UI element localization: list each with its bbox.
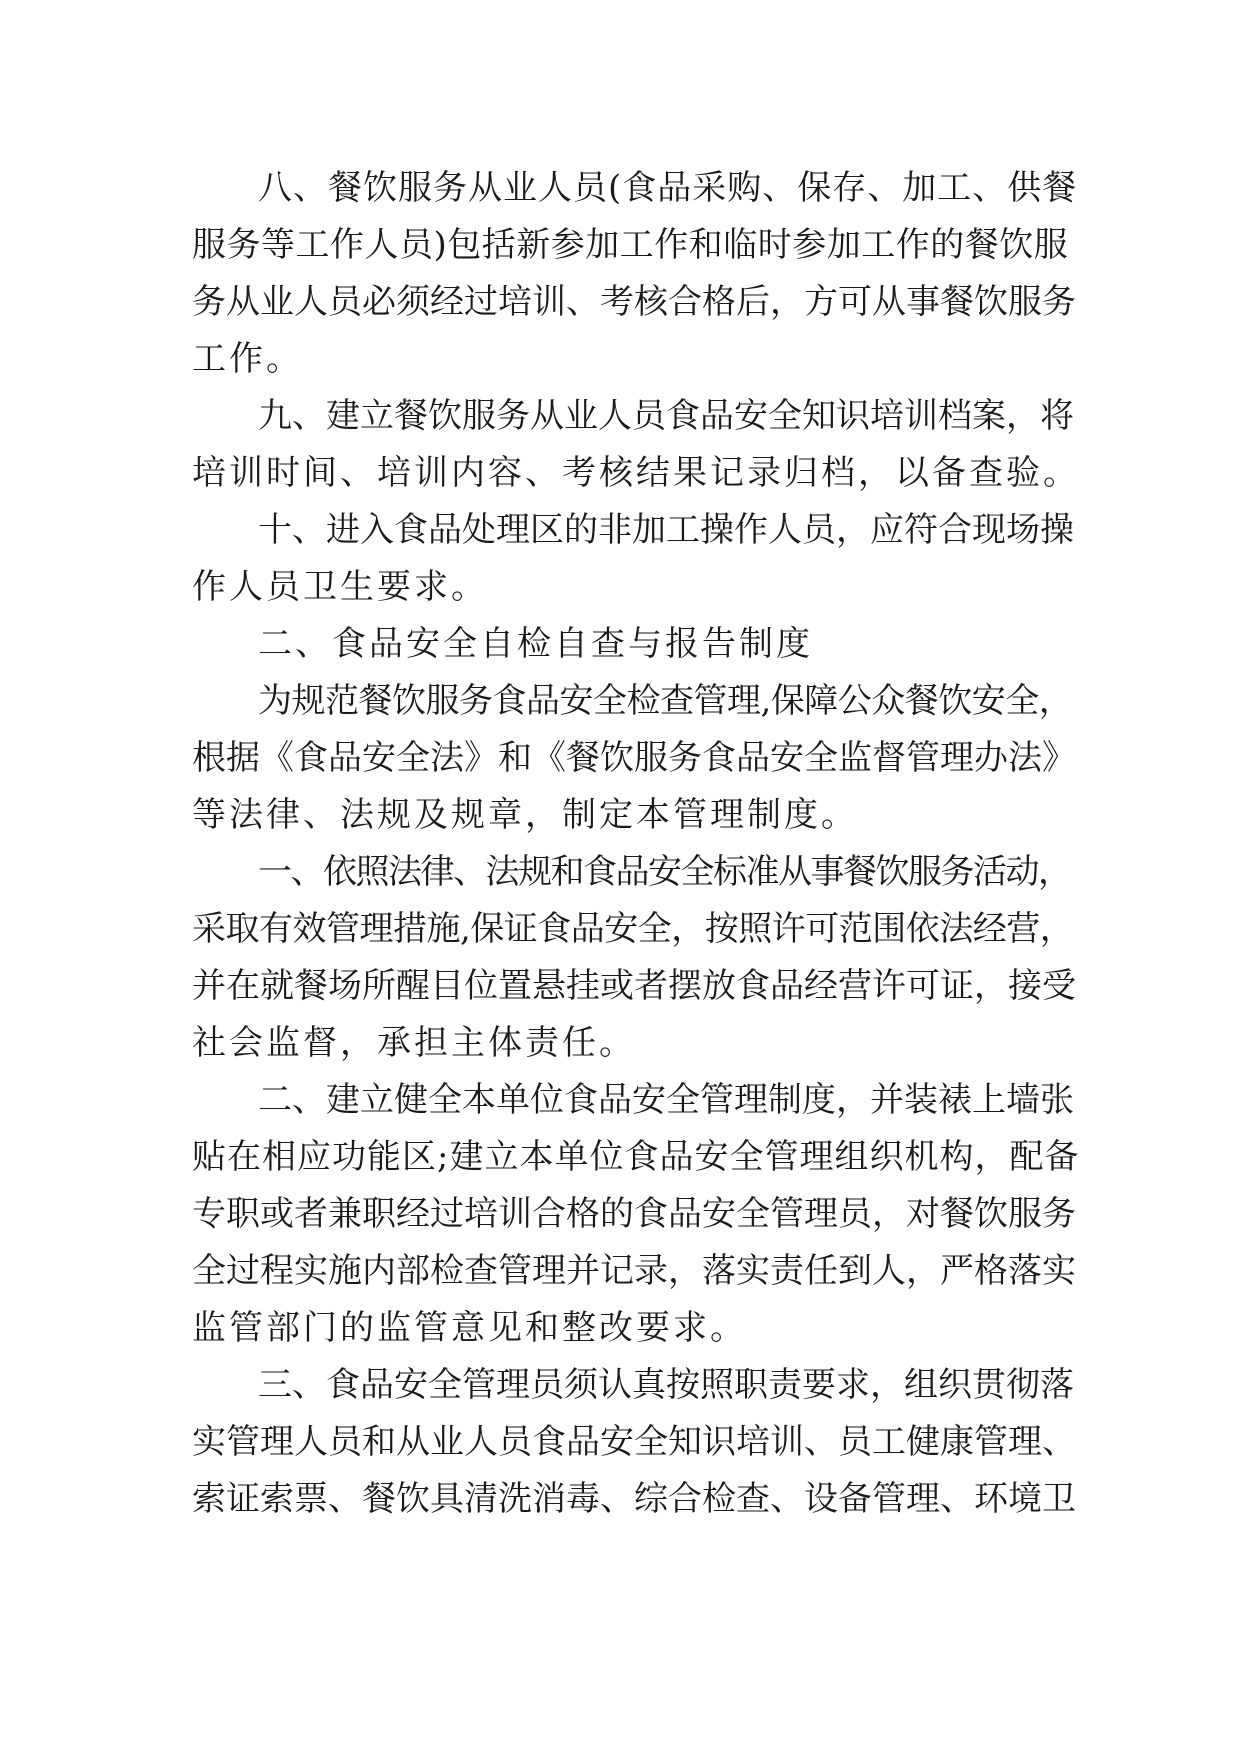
text-line: 三、食品安全管理员须认真按照职责要求，组织贯彻落 [258,1365,1074,1405]
text-line: 为规范餐饮服务食品安全检查管理,保障公众餐饮安全， [258,681,1073,721]
text-line: 根据《食品安全法》和《餐饮服务食品安全监督管理办法》 [192,738,1076,778]
text-line: 社会监督，承担主体责任。 [192,1023,636,1063]
text-line: 实管理人员和从业人员食品安全知识培训、员工健康管理、 [192,1422,1076,1462]
section-heading: 二、食品安全自检自查与报告制度 [258,624,813,664]
text-line: 贴在相应功能区;建立本单位食品安全管理组织机构，配备 [192,1137,1080,1177]
text-line: 服务等工作人员)包括新参加工作和临时参加工作的餐饮服 [192,225,1069,265]
text-line: 二、建立健全本单位食品安全管理制度，并装裱上墙张 [258,1080,1074,1120]
text-line: 一、依照法律、法规和食品安全标准从事餐饮服务活动， [258,852,1071,892]
text-line: 务从业人员必须经过培训、考核合格后，方可从事餐饮服务 [192,282,1076,322]
text-line: 培训时间、培训内容、考核结果记录归档，以备查验。 [192,453,1080,493]
text-line: 八、餐饮服务从业人员(食品采购、保存、加工、供餐 [258,168,1078,208]
text-line: 十、进入食品处理区的非加工操作人员，应符合现场操 [258,510,1074,550]
text-line: 索证索票、餐饮具清洗消毒、综合检查、设备管理、环境卫 [192,1479,1076,1519]
text-line: 全过程实施内部检查管理并记录，落实责任到人，严格落实 [192,1251,1076,1291]
text-line: 采取有效管理措施,保证食品安全，按照许可范围依法经营， [192,909,1074,949]
text-line: 监管部门的监管意见和整改要求。 [192,1308,747,1348]
text-line: 工作。 [192,339,303,379]
text-line: 并在就餐场所醒目位置悬挂或者摆放食品经营许可证，接受 [192,966,1076,1006]
text-line: 专职或者兼职经过培训合格的食品安全管理员，对餐饮服务 [192,1194,1076,1234]
text-line: 等法律、法规及规章，制定本管理制度。 [192,795,858,835]
text-line: 作人员卫生要求。 [192,567,488,607]
text-line: 九、建立餐饮服务从业人员食品安全知识培训档案，将 [258,396,1074,436]
